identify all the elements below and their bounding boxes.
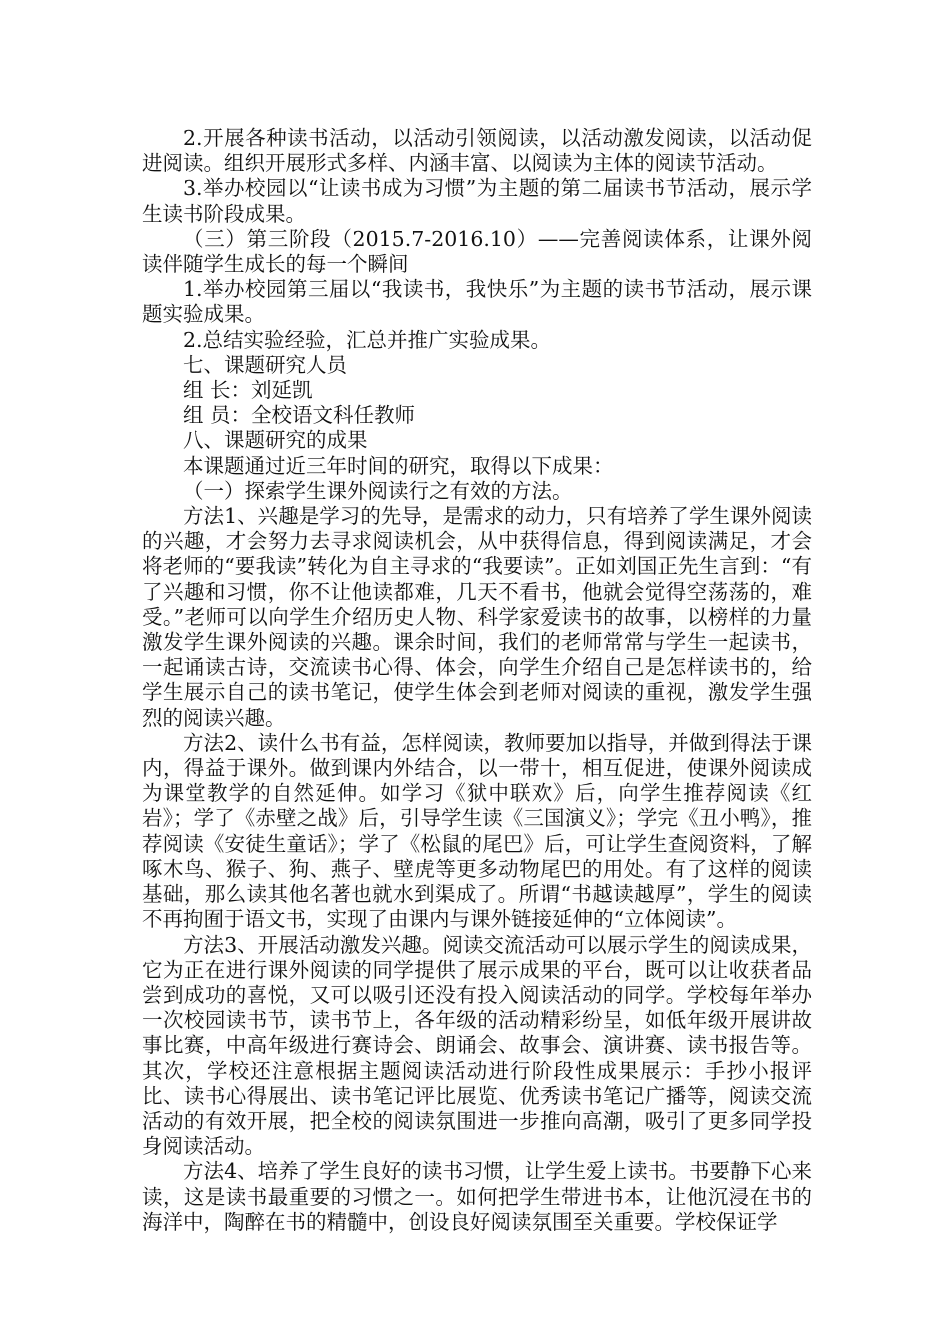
method-3-paragraph: 方法3、开展活动激发兴趣。阅读交流活动可以展示学生的阅读成果，它为正在进行课外阅读的同学提供了展示成果的平台，既可以让收获者品尝到成功的喜悦，又可以吸引还没有投入阅读活动的同学。学校每年举办一次校园读书节，读书节上，各年级的活动精彩纷呈，如低年级开展讲故事比赛，中高年级进行赛诗会、朗诵会、故事会、演讲赛、读书报告等。其次，学校还注意根据主题阅读活动进行阶段性成果展示：手抄小报评比、读书心得展出、读书笔记评比展览、优秀读书笔记广播等，阅读交流活动的有效开展，把全校的阅读氛围进一步推向高潮，吸引了更多同学投身阅读活动。 bbox=[142, 932, 812, 1159]
team-leader: 组 长：刘延凯 bbox=[183, 378, 313, 403]
section-heading-researchers: 七、课题研究人员 bbox=[183, 352, 347, 377]
results-intro: 本课题通过近三年时间的研究，取得以下成果： bbox=[183, 453, 614, 478]
method-4-paragraph: 方法4、培养了学生良好的读书习惯，让学生爱上读书。书要静下心来读，这是读书最重要的习惯之一。如何把学生带进书本，让他沉浸在书的海洋中，陶醉在书的精髓中，创设良好阅读氛围至关重要。学校保证学 bbox=[142, 1159, 812, 1234]
paragraph-stage-three: （三）第三阶段（2015.7-2016.10）——完善阅读体系，让课外阅读伴随学生成长的每一个瞬间 bbox=[142, 226, 812, 277]
section-heading-results: 八、课题研究的成果 bbox=[183, 428, 368, 453]
team-members: 组 员：全校语文科任教师 bbox=[183, 403, 416, 428]
paragraph-summary: 2.总结实验经验，汇总并推广实验成果。 bbox=[183, 327, 552, 352]
method-2-paragraph: 方法2、读什么书有益，怎样阅读，教师要加以指导，并做到得法于课内，得益于课外。做到课内外结合，以一带十，相互促进，使课外阅读成为课堂教学的自然延伸。如学习《狱中联欢》后，向学生推荐阅读《红岩》；学了《赤壁之战》后，引导学生读《三国演义》；学完《丑小鸭》，推荐阅读《安徒生童话》；学了《松鼠的尾巴》后，可让学生查阅资料，了解啄木鸟、猴子、狗、燕子、壁虎等更多动物尾巴的用处。有了这样的阅读基础，那么读其他名著也就水到渠成了。所谓“书越读越厚”，学生的阅读不再拘囿于语文书，实现了由课内与课外链接延伸的“立体阅读”。 bbox=[142, 730, 812, 932]
paragraph-second-reading-festival: 3.举办校园以“让读书成为习惯”为主题的第二届读书节活动，展示学生读书阶段成果。 bbox=[142, 176, 812, 226]
document-body bbox=[142, 126, 812, 1235]
method-1-paragraph: 方法1、兴趣是学习的先导，是需求的动力，只有培养了学生课外阅读的兴趣，才会努力去寻求阅读机会，从中获得信息，得到阅读满足，才会将老师的“要我读”转化为自主寻求的“我要读”。正如刘国正先生言到：“有了兴趣和习惯，你不让他读都难，几天不看书，他就会觉得空荡荡的，难受。”老师可以向学生介绍历史人物、科学家爱读书的故事，以榜样的力量激发学生课外阅读的兴趣。课余时间，我们的老师常常与学生一起读书，一起诵读古诗，交流读书心得、体会，向学生介绍自己是怎样读书的，给学生展示自己的读书笔记，使学生体会到老师对阅读的重视，激发学生强烈的阅读兴趣。 bbox=[142, 504, 812, 730]
paragraph-third-reading-festival: 1.举办校园第三届以“我读书，我快乐”为主题的读书节活动，展示课题实验成果。 bbox=[142, 277, 812, 327]
paragraph-activities: 2.开展各种读书活动，以活动引领阅读，以活动激发阅读，以活动促进阅读。组织开展形式多样、内涵丰富、以阅读为主体的阅读节活动。 bbox=[142, 126, 812, 176]
subsection-heading-methods: （一）探索学生课外阅读行之有效的方法。 bbox=[183, 478, 573, 503]
